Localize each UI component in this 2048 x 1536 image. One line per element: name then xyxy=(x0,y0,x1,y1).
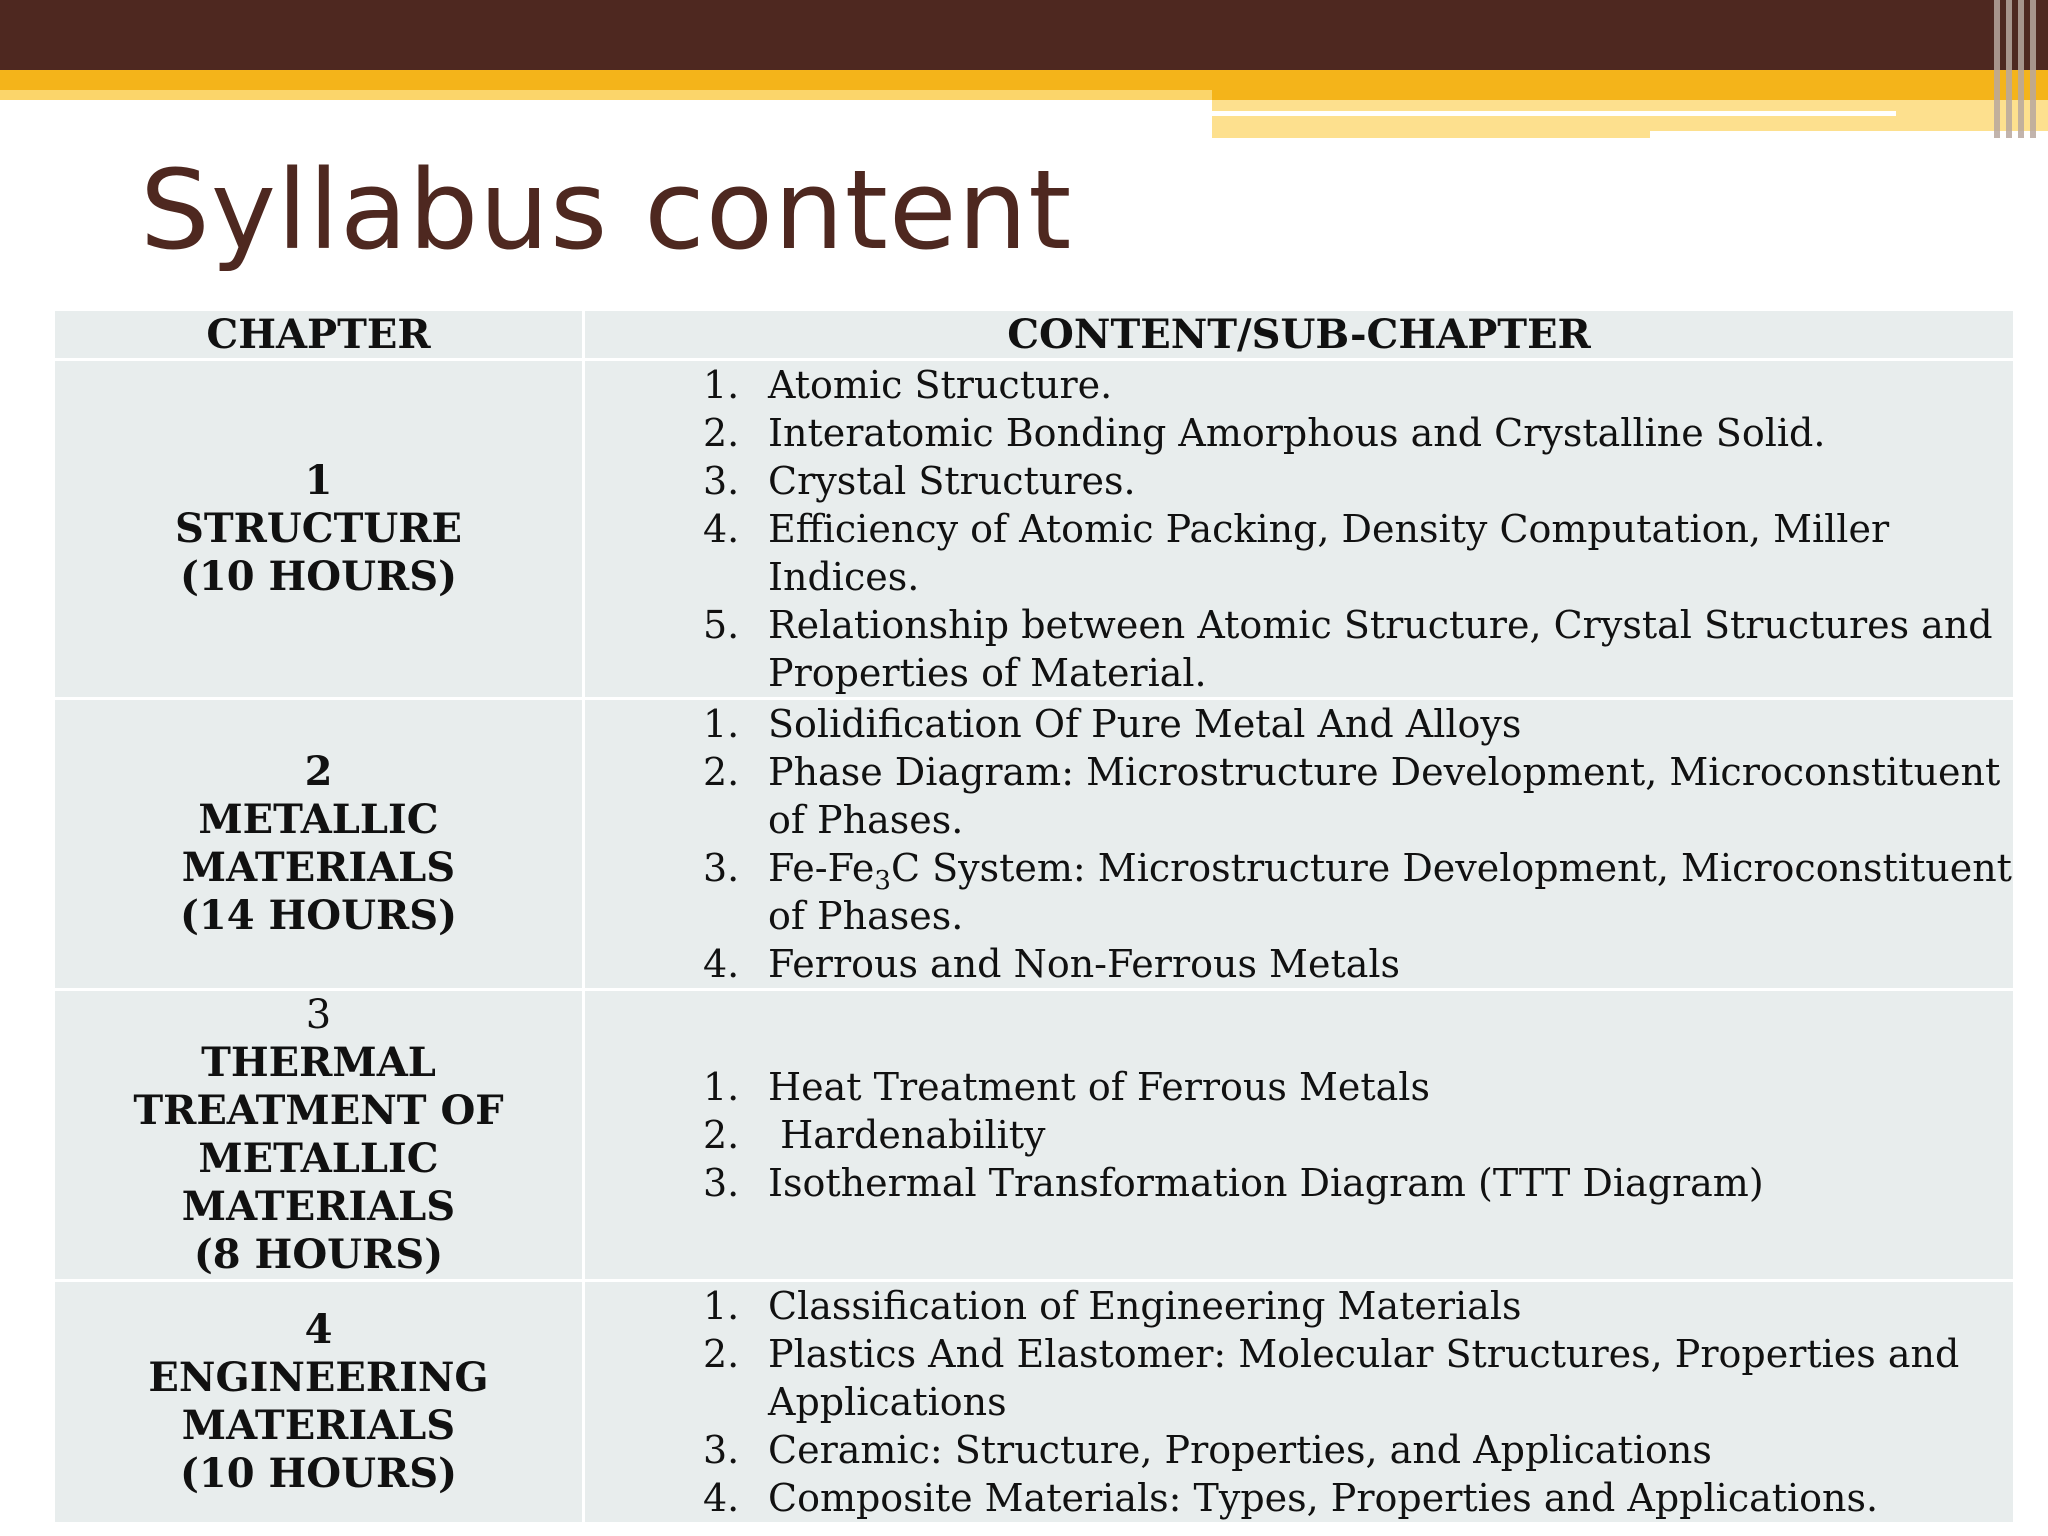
chapter-cell xyxy=(54,699,584,990)
item-text xyxy=(768,844,2013,940)
item-text: Solidification Of Pure Metal And Alloys xyxy=(768,702,1522,746)
list-item xyxy=(703,844,2013,940)
item-number: 3. xyxy=(703,1161,740,1205)
chapter-number: 3 xyxy=(305,992,332,1038)
list-item xyxy=(703,748,2013,844)
chapter-number: 1 xyxy=(304,457,333,504)
chapter-hours: (8 HOURS) xyxy=(193,1231,444,1278)
header-white-line xyxy=(1212,111,1896,116)
item-number: 1. xyxy=(703,1065,740,1109)
list-item xyxy=(703,505,2013,601)
item-number: 2. xyxy=(703,1332,740,1376)
list-item xyxy=(703,361,2013,409)
subchapter-list xyxy=(585,1282,2013,1522)
list-item xyxy=(703,1474,2013,1522)
chapter-name: STRUCTURE xyxy=(175,505,462,552)
item-text: Isothermal Transformation Diagram (TTT Diagram) xyxy=(768,1161,1764,1205)
header-stripe xyxy=(1994,0,2000,138)
formula-text: Fe-Fe xyxy=(768,846,875,890)
item-number: 1. xyxy=(703,702,740,746)
list-item xyxy=(703,700,2013,748)
content-cell xyxy=(584,699,2015,990)
chapter-name-line: THERMAL xyxy=(201,1039,436,1086)
table-row xyxy=(54,699,2015,990)
chapter-number: 4 xyxy=(304,1306,333,1353)
item-number: 2. xyxy=(703,1113,740,1157)
chapter-hours: (10 HOURS) xyxy=(179,553,458,600)
item-number: 3. xyxy=(703,846,740,890)
item-text: Interatomic Bonding Amorphous and Crystalline Solid. xyxy=(768,411,1826,455)
item-text: Efficiency of Atomic Packing, Density Computation, Miller Indices. xyxy=(768,507,1890,599)
header-stripe xyxy=(2018,0,2024,138)
item-number: 4. xyxy=(703,942,740,986)
subchapter-list xyxy=(585,361,2013,697)
item-text: Relationship between Atomic Structure, Crystal Structures and Properties of Material. xyxy=(768,603,1993,695)
item-number: 3. xyxy=(703,459,740,503)
item-number: 2. xyxy=(703,411,740,455)
chapter-number: 2 xyxy=(304,748,333,795)
header-stripe xyxy=(2006,0,2012,138)
chapter-name-line: ENGINEERING xyxy=(148,1354,489,1401)
item-text: Hardenability xyxy=(768,1113,1046,1157)
item-text: Atomic Structure. xyxy=(768,363,1113,407)
content-cell xyxy=(584,360,2015,699)
subchapter-list xyxy=(585,1063,2013,1207)
item-number: 4. xyxy=(703,507,740,551)
list-item xyxy=(703,1063,2013,1111)
list-item xyxy=(703,940,2013,988)
item-text: Phase Diagram: Microstructure Development, Microconstituent of Phases. xyxy=(768,750,2001,842)
table-row xyxy=(54,1281,2015,1524)
table-header-row xyxy=(54,310,2015,360)
chapter-hours: (14 HOURS) xyxy=(179,892,458,939)
list-item xyxy=(703,1159,2013,1207)
item-number: 3. xyxy=(703,1428,740,1472)
chapter-cell xyxy=(54,360,584,699)
chapter-name-line: MATERIALS xyxy=(181,1402,456,1449)
item-number: 5. xyxy=(703,603,740,647)
list-item xyxy=(703,1426,2013,1474)
list-item xyxy=(703,457,2013,505)
column-header-chapter: CHAPTER xyxy=(54,310,584,360)
list-item xyxy=(703,1330,2013,1426)
formula-text-rest: C System: Microstructure Development, Microconstituent of Phases. xyxy=(768,846,2012,938)
item-text: Heat Treatment of Ferrous Metals xyxy=(768,1065,1430,1109)
content-cell xyxy=(584,1281,2015,1524)
item-text: Plastics And Elastomer: Molecular Structures, Properties and Applications xyxy=(768,1332,1960,1424)
content-cell xyxy=(584,990,2015,1281)
item-text: Composite Materials: Types, Properties and Applications. xyxy=(768,1476,1879,1520)
table-row xyxy=(54,990,2015,1281)
item-number: 1. xyxy=(703,363,740,407)
header-gold-band xyxy=(0,70,1212,90)
list-item xyxy=(703,601,2013,697)
item-number: 1. xyxy=(703,1284,740,1328)
column-header-content: CONTENT/SUB-CHAPTER xyxy=(584,310,2015,360)
syllabus-table xyxy=(52,308,2016,1525)
chapter-name: METALLIC MATERIALS xyxy=(181,796,456,891)
list-item xyxy=(703,1111,2013,1159)
item-number: 2. xyxy=(703,750,740,794)
chapter-name-line: METALLIC MATERIALS xyxy=(181,1135,456,1230)
subchapter-list xyxy=(585,700,2013,988)
header-stripe xyxy=(2030,0,2036,138)
table-row xyxy=(54,360,2015,699)
chapter-hours: (10 HOURS) xyxy=(179,1450,458,1497)
list-item xyxy=(703,1282,2013,1330)
item-text: Ceramic: Structure, Properties, and Applications xyxy=(768,1428,1712,1472)
item-number: 4. xyxy=(703,1476,740,1520)
item-text: Classification of Engineering Materials xyxy=(768,1284,1522,1328)
header-white-line-short xyxy=(1650,131,2048,139)
header-gold-light-band xyxy=(0,90,1212,100)
item-text: Ferrous and Non-Ferrous Metals xyxy=(768,942,1401,986)
item-text: Crystal Structures. xyxy=(768,459,1136,503)
header-gold-band-right xyxy=(1212,70,2048,100)
header-dark-band xyxy=(0,0,2048,70)
chapter-cell xyxy=(54,1281,584,1524)
chapter-cell xyxy=(54,990,584,1281)
list-item xyxy=(703,409,2013,457)
chapter-name-line: TREATMENT OF xyxy=(133,1087,504,1134)
formula-subscript: 3 xyxy=(874,866,891,896)
slide-title: Syllabus content xyxy=(140,146,1073,274)
